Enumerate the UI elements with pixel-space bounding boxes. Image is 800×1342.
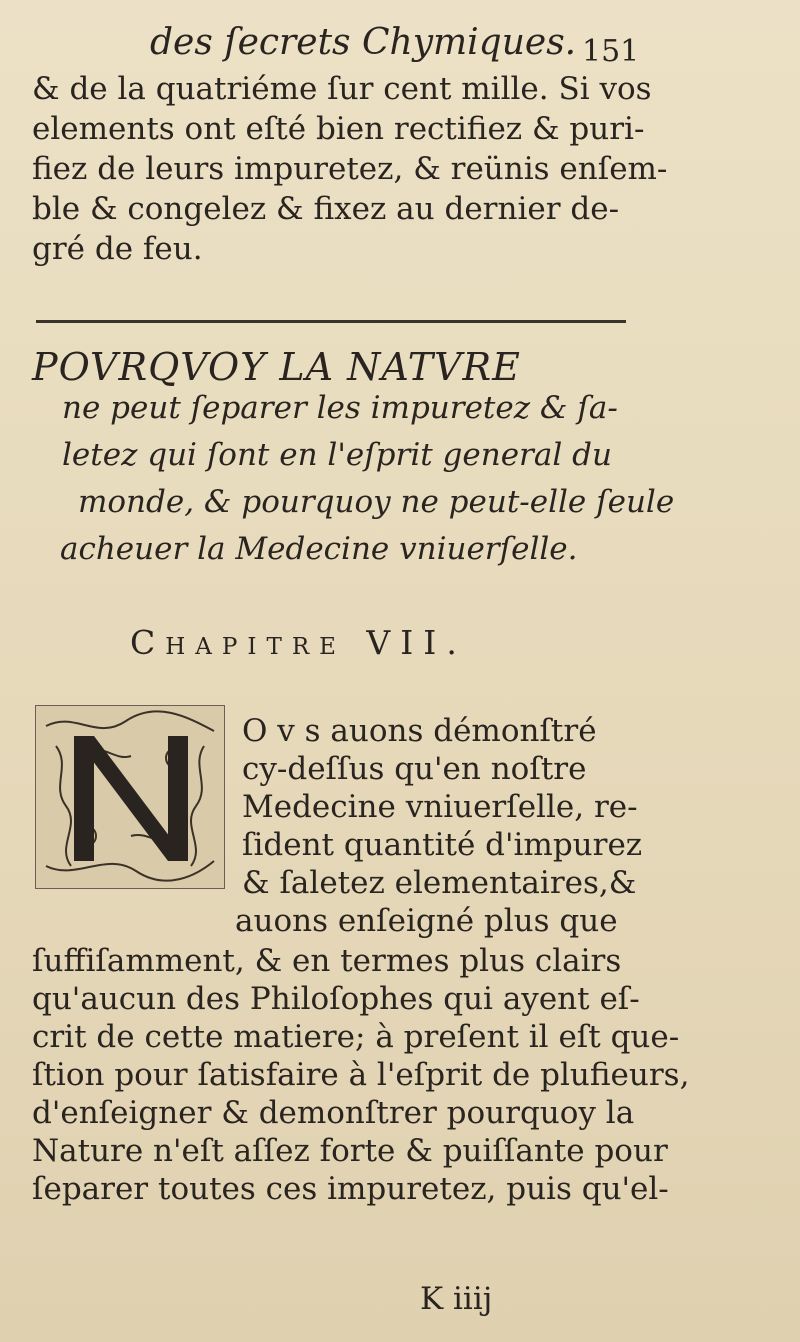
section-rule (36, 320, 626, 323)
signature-mark: K iiij (420, 1281, 493, 1317)
inline-text-line: & ſaletez elementaires,& (242, 865, 637, 901)
ornament-icon (36, 706, 224, 888)
inline-text-line: cy-deſſus qu'en noſtre (242, 751, 587, 787)
intro-line: & de la quatriéme ſur cent mille. Si vos (32, 71, 652, 107)
chapter-number: Chapitre VII. (130, 623, 467, 662)
inline-text-line: ſident quantité d'impurez (242, 827, 643, 863)
page-number: 151 (582, 34, 640, 69)
chapter-title-line: ne peut ſeparer les impuretez & ſa- (62, 390, 618, 426)
decorated-initial-n (35, 705, 225, 889)
intro-line: ble & congelez & fixez au dernier de- (32, 191, 620, 227)
body-line: ſeparer toutes ces impuretez, puis qu'el- (32, 1171, 669, 1207)
body-line: ſtion pour ſatisfaire à l'eſprit de plufieurs, (32, 1057, 690, 1093)
chapter-title-line: monde, & pourquoy ne peut-elle ſeule (78, 484, 675, 520)
chapter-title-heading: POVRQVOY LA NATVRE (32, 345, 521, 389)
svg-text:N: N (122, 800, 138, 821)
intro-line: gré de feu. (32, 231, 203, 267)
body-line: ſuffiſamment, & en termes plus clairs (32, 943, 622, 979)
body-line: crit de cette matiere; à preſent il eſt que- (32, 1019, 680, 1055)
intro-line: fiez de leurs impuretez, & reünis enſem- (32, 151, 668, 187)
inline-text-line: Medecine vniuerſelle, re- (242, 789, 638, 825)
inline-text-line: auons enſeigné plus que (235, 903, 618, 939)
inline-text-line: O v s auons démonſtré (242, 713, 597, 749)
running-header: des ſecrets Chymiques. (150, 22, 577, 63)
chapter-title-line: acheuer la Medecine vniuerſelle. (60, 531, 578, 567)
body-line: qu'aucun des Philoſophes qui ayent eſ- (32, 981, 640, 1017)
body-line: d'enſeigner & demonſtrer pourquoy la (32, 1095, 635, 1131)
chapter-title-line: letez qui ſont en l'eſprit general du (62, 437, 612, 473)
body-line: Nature n'eſt aſſez forte & puiſſante pour (32, 1133, 668, 1169)
intro-line: elements ont eſté bien rectifiez & puri- (32, 111, 645, 147)
